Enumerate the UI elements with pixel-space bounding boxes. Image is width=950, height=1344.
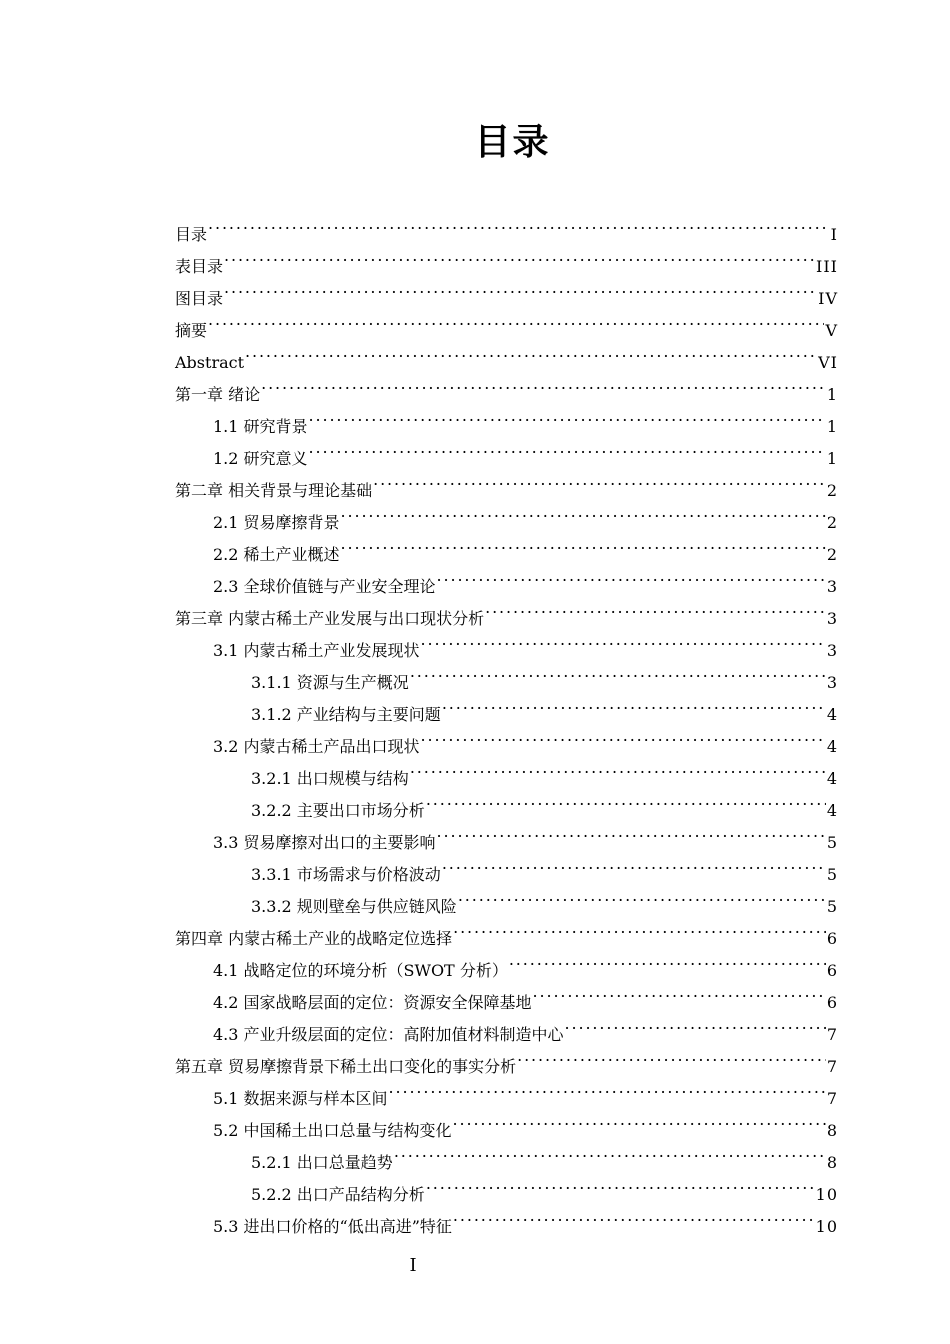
toc-entry-label: 2.2 稀土产业概述: [213, 545, 340, 564]
toc-dot-leader: [394, 1136, 826, 1168]
toc-entry-label: 1.2 研究意义: [213, 449, 308, 468]
toc-dot-leader: [442, 688, 826, 720]
toc-entry[interactable]: [175, 400, 838, 436]
toc-entry-label: 第五章 贸易摩擦背景下稀土出口变化的事实分析: [175, 1057, 517, 1076]
toc-entry-label: 3.2 内蒙古稀土产品出口现状: [213, 737, 420, 756]
toc-entry-page-number: 3: [826, 577, 838, 596]
toc-entry-label: 5.2.2 出口产品结构分析: [251, 1185, 425, 1204]
toc-entry-page-number: 7: [826, 1057, 838, 1076]
toc-entry-page-number: 2: [826, 481, 838, 500]
toc-entry-label: Abstract: [175, 353, 245, 372]
toc-entry-page-number: 3: [826, 673, 838, 692]
toc-entry[interactable]: [175, 336, 838, 372]
toc-entry-page-number: 8: [826, 1153, 838, 1172]
toc-dot-leader: [517, 1040, 826, 1072]
toc-entry-page-number: III: [816, 257, 838, 276]
toc-dot-leader: [426, 784, 826, 816]
toc-dot-leader: [437, 816, 826, 848]
toc-dot-leader: [453, 912, 826, 944]
toc-dot-leader: [565, 1008, 826, 1040]
toc-entry[interactable]: [175, 208, 838, 244]
toc-entry-page-number: 1: [826, 385, 838, 404]
toc-entry-page-number: 10: [815, 1217, 838, 1236]
toc-dot-leader: [309, 400, 826, 432]
toc-entry-page-number: 1: [826, 417, 838, 436]
toc-entry-label: 3.1 内蒙古稀土产业发展现状: [213, 641, 420, 660]
toc-entry-page-number: 6: [826, 993, 838, 1012]
toc-dot-leader: [224, 272, 817, 304]
toc-dot-leader: [208, 304, 824, 336]
toc-dot-leader: [410, 656, 826, 688]
toc-entry-label: 图目录: [175, 289, 224, 308]
toc-dot-leader: [453, 1200, 815, 1232]
page-title: 目录: [474, 122, 551, 163]
toc-entry-page-number: IV: [818, 289, 838, 308]
toc-dot-leader: [261, 368, 826, 400]
toc-entry-label: 第一章 绪论: [175, 385, 261, 404]
toc-entry-label: 第三章 内蒙古稀土产业发展与出口现状分析: [175, 609, 485, 628]
toc-entry-label: 3.2.1 出口规模与结构: [251, 769, 409, 788]
toc-entry-page-number: 7: [826, 1025, 838, 1044]
page-number-footer: I: [409, 1255, 417, 1276]
toc-entry-page-number: 3: [826, 609, 838, 628]
toc-entry-label: 2.3 全球价值链与产业安全理论: [213, 577, 436, 596]
toc-entry-label: 第二章 相关背景与理论基础: [175, 481, 373, 500]
toc-entry-page-number: 3: [826, 641, 838, 660]
toc-dot-leader: [373, 464, 826, 496]
toc-entry-page-number: 5: [826, 865, 838, 884]
toc-entry-label: 3.3.2 规则壁垒与供应链风险: [251, 897, 457, 916]
toc-entry[interactable]: [175, 368, 838, 404]
toc-entry-label: 3.3 贸易摩擦对出口的主要影响: [213, 833, 436, 852]
toc-dot-leader: [437, 560, 826, 592]
toc-entry-page-number: VI: [818, 353, 838, 372]
toc-entry-page-number: 5: [826, 833, 838, 852]
toc-dot-leader: [458, 880, 826, 912]
toc-dot-leader: [245, 336, 817, 368]
toc-entry-page-number: 2: [826, 545, 838, 564]
toc-entry-page-number: 1: [826, 449, 838, 468]
toc-entry-page-number: 6: [826, 929, 838, 948]
toc-entry-label: 4.2 国家战略层面的定位：资源安全保障基地: [213, 993, 532, 1012]
toc-dot-leader: [208, 208, 830, 240]
toc-dot-leader: [533, 976, 826, 1008]
toc-entry-label: 5.1 数据来源与样本区间: [213, 1089, 388, 1108]
toc-entry-page-number: 5: [826, 897, 838, 916]
toc-dot-leader: [341, 496, 826, 528]
toc-entry-label: 5.2.1 出口总量趋势: [251, 1153, 393, 1172]
toc-dot-leader: [442, 848, 826, 880]
toc-entry-page-number: 7: [826, 1089, 838, 1108]
toc-entry-label: 摘要: [175, 321, 208, 340]
toc-entry-label: 表目录: [175, 257, 224, 276]
toc-entry-page-number: 10: [815, 1185, 838, 1204]
table-of-contents: [175, 208, 838, 1236]
toc-entry-page-number: 8: [826, 1121, 838, 1140]
toc-entry-page-number: 4: [826, 737, 838, 756]
toc-dot-leader: [389, 1072, 826, 1104]
toc-dot-leader: [426, 1168, 815, 1200]
toc-entry-label: 4.3 产业升级层面的定位：高附加值材料制造中心: [213, 1025, 564, 1044]
toc-entry-page-number: 4: [826, 801, 838, 820]
toc-entry-page-number: 4: [826, 769, 838, 788]
toc-entry-label: 5.2 中国稀土出口总量与结构变化: [213, 1121, 452, 1140]
toc-entry-label: 3.1.1 资源与生产概况: [251, 673, 409, 692]
toc-dot-leader: [309, 432, 826, 464]
toc-entry-label: 2.1 贸易摩擦背景: [213, 513, 340, 532]
toc-entry-page-number: I: [830, 225, 838, 244]
toc-entry-page-number: 2: [826, 513, 838, 532]
toc-dot-leader: [410, 752, 826, 784]
toc-entry-label: 4.1 战略定位的环境分析（SWOT 分析）: [213, 961, 508, 980]
toc-entry-page-number: 6: [826, 961, 838, 980]
toc-entry-label: 1.1 研究背景: [213, 417, 308, 436]
toc-dot-leader: [421, 624, 826, 656]
toc-entry-label: 3.1.2 产业结构与主要问题: [251, 705, 441, 724]
toc-dot-leader: [224, 240, 815, 272]
toc-dot-leader: [509, 944, 826, 976]
toc-entry-label: 3.2.2 主要出口市场分析: [251, 801, 425, 820]
toc-entry[interactable]: [175, 240, 838, 276]
toc-dot-leader: [453, 1104, 826, 1136]
toc-entry-page-number: 4: [826, 705, 838, 724]
toc-entry-label: 第四章 内蒙古稀土产业的战略定位选择: [175, 929, 453, 948]
toc-entry-label: 5.3 进出口价格的“低出高进”特征: [213, 1217, 452, 1236]
toc-entry-label: 3.3.1 市场需求与价格波动: [251, 865, 441, 884]
toc-dot-leader: [485, 592, 826, 624]
toc-entry-page-number: V: [825, 321, 838, 340]
toc-dot-leader: [341, 528, 826, 560]
toc-entry[interactable]: [175, 272, 838, 308]
toc-entry-label: 目录: [175, 225, 208, 244]
toc-entry[interactable]: [175, 304, 838, 340]
toc-dot-leader: [421, 720, 826, 752]
